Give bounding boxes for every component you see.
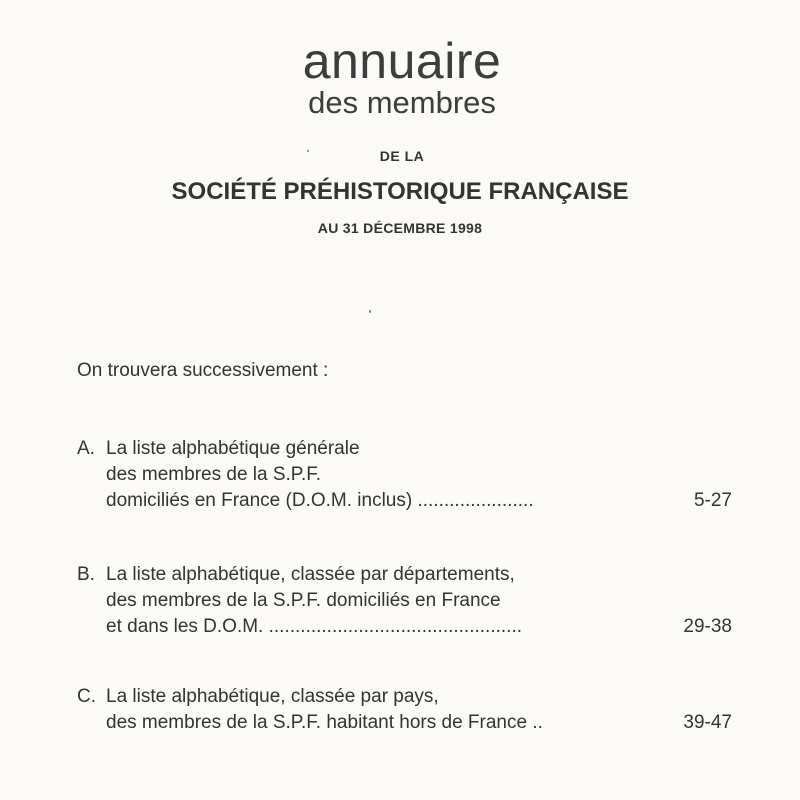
page-range: 5-27 <box>693 490 732 511</box>
section-b <box>77 562 732 640</box>
page-range: 39-47 <box>683 712 732 733</box>
paper-speck <box>307 150 309 152</box>
section-line: des membres de la S.P.F. habitant hors de France .. <box>106 712 543 733</box>
section-letter: B. <box>77 564 95 585</box>
title-annuaire: annuaire <box>302 33 502 89</box>
subtitle-des-membres: des membres <box>308 85 496 120</box>
section-line: La liste alphabétique, classée par départements, <box>106 564 515 585</box>
section-line: La liste alphabétique, classée par pays, <box>106 686 439 707</box>
section-letter: C. <box>77 686 96 707</box>
section-line: des membres de la S.P.F. <box>106 464 322 485</box>
section-line: et dans les D.O.M. ................................................ <box>106 616 522 637</box>
paper-speck <box>369 310 371 313</box>
intro-text: On trouvera successivement : <box>77 360 329 381</box>
section-line: La liste alphabétique générale <box>106 438 360 459</box>
page-range: 29-38 <box>683 616 732 637</box>
de-la-label: DE LA <box>379 148 425 164</box>
date-label: AU 31 DÉCEMBRE 1998 <box>317 220 483 236</box>
section-line: domiciliés en France (D.O.M. inclus) ...................... <box>106 490 534 511</box>
section-line: des membres de la S.P.F. domiciliés en France <box>106 590 501 611</box>
section-letter: A. <box>77 438 95 459</box>
society-name: SOCIÉTÉ PRÉHISTORIQUE FRANÇAISE <box>171 178 629 205</box>
section-a <box>77 436 732 514</box>
section-c <box>77 684 732 736</box>
